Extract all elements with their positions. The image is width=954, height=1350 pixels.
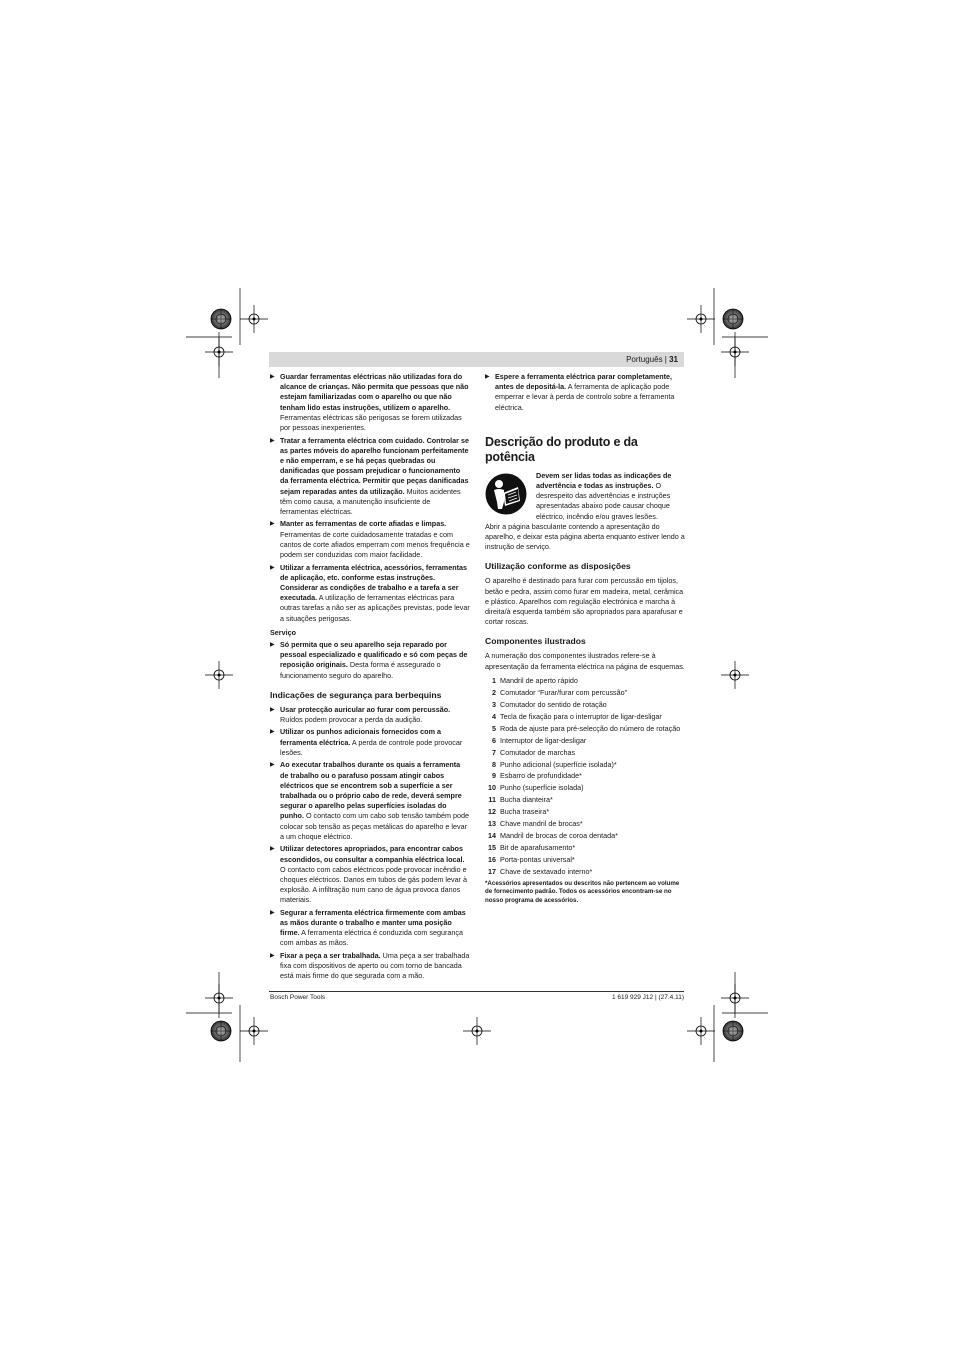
list-item: 12 Bucha traseira* — [488, 807, 550, 817]
list-item: ▶ Fixar a peça a ser trabalhada. Uma peça a ser trabalhada fixa com dispositivos de aperto ou com torno de bancada está mais firme do que segurada com a mão. — [270, 951, 470, 982]
footer-brand: Bosch Power Tools — [270, 994, 326, 1001]
list-item: 17 Chave de sextavado interno* — [488, 867, 593, 877]
header-bar — [269, 352, 684, 367]
intended-use-heading: Utilização conforme as disposições — [485, 561, 631, 572]
page-header — [626, 354, 678, 365]
list-item: 16 Porta-pontas universal* — [488, 855, 575, 865]
warning-text: Devem ser lidas todas as indicações de advertência e todas as instruções. O desrespeito das advertências e instruções apresentadas abaixo pode causar choque eléctrico, incêndio e/ou graves lesões. — [536, 470, 672, 521]
section-title: Descrição do produto e da potência — [485, 434, 638, 464]
list-item: 5 Roda de ajuste para pré-selecção do número de rotação — [492, 723, 681, 733]
list-item: 15 Bit de aparafusamento* — [488, 843, 576, 853]
footer-divider — [269, 991, 684, 992]
list-item: 10 Punho (superfície isolada) — [488, 783, 584, 793]
drill-bullets — [270, 705, 470, 982]
list-item: ▶ Usar protecção auricular ao furar com percussão. Ruídos podem provocar a perda da audição. — [270, 705, 470, 725]
components-list — [485, 675, 685, 878]
list-item: 2 Comutador “Furar/furar com percussão” — [492, 687, 628, 697]
drill-safety-heading: Indicações de segurança para berbequins — [270, 689, 442, 700]
warning-block — [485, 471, 685, 522]
read-manual-icon — [485, 473, 527, 515]
components-heading: Componentes ilustrados — [485, 636, 586, 647]
left-column — [270, 372, 470, 984]
footer-doc-id: 1 619 929 J12 | (27.4.11) — [611, 994, 684, 1001]
list-item: 3 Comutador do sentido de rotação — [492, 699, 607, 709]
list-item: 13 Chave mandril de brocas* — [488, 819, 583, 829]
right-column — [485, 372, 685, 905]
page-number: 31 — [669, 355, 678, 364]
foldout-paragraph: Abrir a página basculante contendo a apresentação do aparelho, e deixar esta página aberta enquanto estiver lendo a instrução de serviço. — [485, 521, 685, 552]
list-item: ▶ Utilizar detectores apropriados, para encontrar cabos escondidos, ou consultar a companhia eléctrica local. O contacto com cabos eléctricos pode provocar incêndio e choques eléctricos. Danos em tubos de gás podem levar à explosão. A infiltração num cano de água provoca danos materiais. — [270, 844, 470, 905]
list-item: 4 Tecla de fixação para o interruptor de ligar-desligar — [492, 711, 662, 721]
list-item: ▶ Utilizar os punhos adicionais fornecidos com a ferramenta eléctrica. A perda de controle pode provocar lesões. — [270, 727, 470, 758]
list-item: 1 Mandril de aperto rápido — [492, 675, 578, 685]
list-item: ▶ Espere a ferramenta eléctrica parar completamente, antes de depositá-la. A ferramenta de aplicação pode emperrar e levar à perda de controlo sobre a ferramenta eléctrica. — [485, 372, 685, 413]
list-item: ▶ Segurar a ferramenta eléctrica firmemente com ambas as mãos durante o trabalho e manter uma posição firme. A ferramenta eléctrica é conduzida com segurança com ambas as mãos. — [270, 908, 470, 949]
intended-use-paragraph: O aparelho é destinado para furar com percussão em tijolos, betão e pedra, assim como furar em madeira, metal, cerâmica e plástico. Aparelhos com regulação electrónica e marcha à direita/à esquerda também são apropriados para aparafusar e cortar roscas. — [485, 576, 684, 627]
list-item: 7 Comutador de marchas — [492, 747, 576, 757]
list-item: ▶ Só permita que o seu aparelho seja reparado por pessoal especializado e qualificado e só com peças de reposição originais. Desta forma é assegurado o funcionamento seguro do aparelho. — [270, 640, 470, 681]
list-item: 11 Bucha dianteira* — [488, 795, 553, 805]
list-item: 14 Mandril de brocas de coroa dentada* — [488, 831, 618, 841]
list-item: ▶ Tratar a ferramenta eléctrica com cuidado. Controlar se as partes móveis do aparelho funcionam perfeitamente e não emperram, e se há peças quebradas ou danificadas que possam prejudicar o funcionamento da ferramenta eléctrica. Permitir que peças danificadas sejam reparadas antes da utilização. Muitos acidentes têm como causa, a manutenção insuficiente de ferramentas eléctricas. — [270, 436, 470, 518]
list-item: ▶ Guardar ferramentas eléctricas não utilizadas fora do alcance de crianças. Não permita que pessoas que não estejam familiarizadas com o aparelho ou que não tenham lido estas instruções, utilizem o aparelho. Ferramentas eléctricas são perigosas se forem utilizadas por pessoas inexperientes. — [270, 372, 470, 433]
list-item: 8 Punho adicional (superfície isolada)* — [492, 759, 617, 769]
list-item: 9 Esbarro de profundidade* — [492, 771, 582, 781]
header-separator: | — [662, 355, 670, 364]
accessories-footnote: *Acessórios apresentados ou descritos não pertencem ao volume de fornecimento padrão. Todos os acessórios encontram-se no nosso programa de acessórios. — [485, 880, 680, 904]
components-intro: A numeração dos componentes ilustrados refere-se à apresentação da ferramenta eléctrica na página de esquemas. — [485, 651, 685, 671]
list-item: ▶ Manter as ferramentas de corte afiadas e limpas. Ferramentas de corte cuidadosamente tratadas e com cantos de corte afiados emperram com menos frequência e podem ser conduzidas com maior facilidade. — [270, 519, 470, 560]
left-intro-bullets — [270, 372, 470, 624]
service-heading: Serviço — [270, 627, 296, 637]
list-item: ▶ Utilizar a ferramenta eléctrica, acessórios, ferramentas de aplicação, etc. conforme estas instruções. Considerar as condições de trabalho e a tarefa a ser executada. A utilização de ferramentas eléctricas para outras tarefas a não ser as aplicações previstas, pode levar a situações perigosas. — [270, 563, 470, 624]
header-language: Português — [626, 355, 663, 364]
list-item: 6 Interruptor de ligar-desligar — [492, 735, 587, 745]
list-item: ▶ Ao executar trabalhos durante os quais a ferramenta de trabalho ou o parafuso possam atingir cabos eléctricos que se encontrem sob a superfície a ser trabalhada ou o próprio cabo de rede, deverá sempre segurar o aparelho pelas superfícies isoladas do punho. O contacto com um cabo sob tensão também pode colocar sob tensão as peças metálicas do aparelho e levar a um choque eléctrico. — [270, 760, 470, 842]
